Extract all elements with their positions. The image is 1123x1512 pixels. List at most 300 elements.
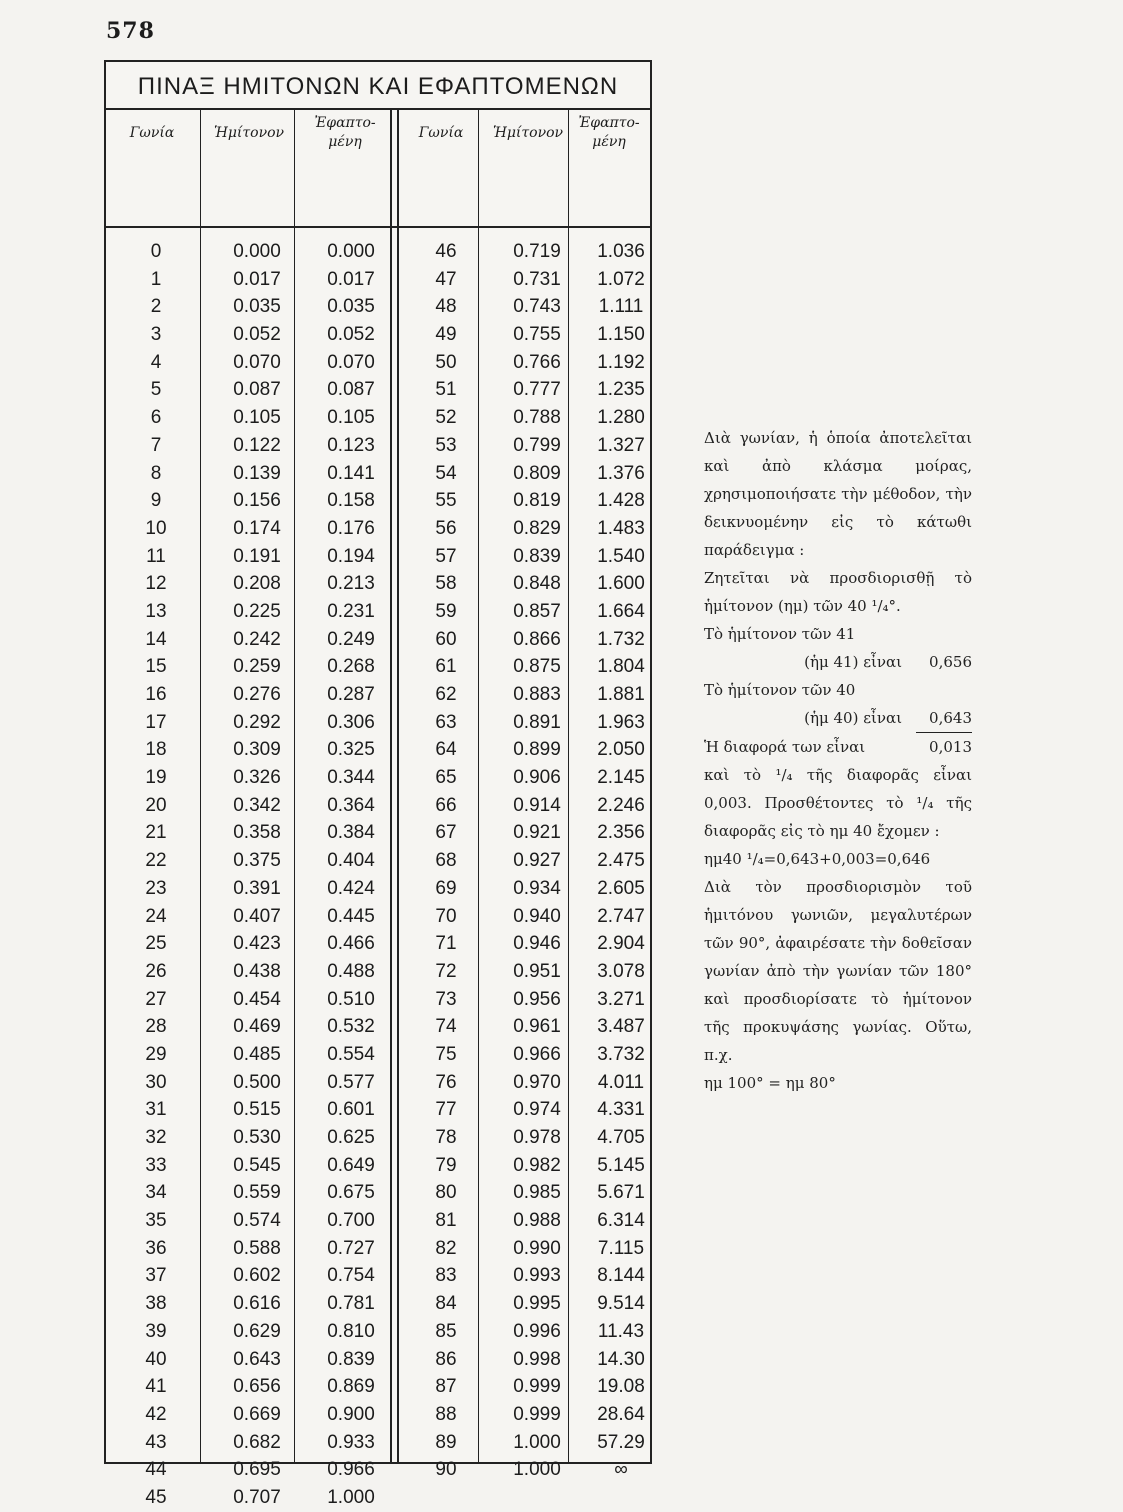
angle-cell: 71 bbox=[435, 933, 457, 955]
sine-cell: 0.927 bbox=[513, 850, 561, 872]
tangent-cell: 0.105 bbox=[327, 407, 375, 429]
tangent-cell: 14.30 bbox=[597, 1348, 645, 1370]
sine-cell: 0.695 bbox=[233, 1459, 281, 1481]
tangent-cell: 0.035 bbox=[327, 296, 375, 318]
table-row bbox=[106, 460, 650, 488]
table-title: ΠΙΝΑΞ ΗΜΙΤΟΝΩΝ ΚΑΙ ΕΦΑΠΤΟΜΕΝΩΝ bbox=[106, 62, 650, 110]
table-row bbox=[106, 404, 650, 432]
sine-cell: 0.891 bbox=[513, 711, 561, 733]
angle-cell: 41 bbox=[145, 1376, 167, 1398]
angle-cell: 0 bbox=[150, 241, 162, 262]
angle-cell: 11 bbox=[146, 545, 166, 567]
angle-cell: 15 bbox=[145, 656, 167, 678]
angle-cell: 72 bbox=[435, 960, 457, 982]
tangent-cell: 1.192 bbox=[597, 351, 645, 373]
angle-cell: 24 bbox=[145, 905, 167, 927]
notes-sine41-label: Τὸ ἡμίτονον τῶν 41 bbox=[704, 625, 856, 643]
header-angle-left: Γωνία bbox=[129, 125, 175, 141]
tangent-cell: 57.29 bbox=[597, 1431, 645, 1453]
table-row bbox=[106, 1484, 650, 1512]
angle-cell: 9 bbox=[150, 490, 162, 512]
angle-cell: 3 bbox=[150, 324, 162, 346]
table-row bbox=[106, 1069, 650, 1097]
tangent-cell: 0.052 bbox=[327, 324, 375, 346]
notes-sine40-label: Τὸ ἡμίτονον τῶν 40 bbox=[704, 681, 856, 699]
tangent-cell: 0.344 bbox=[327, 767, 375, 789]
angle-cell: 55 bbox=[435, 490, 457, 512]
table-row bbox=[106, 681, 650, 709]
table-row bbox=[106, 1318, 650, 1346]
table-row bbox=[106, 875, 650, 903]
tangent-cell: 0.176 bbox=[327, 517, 375, 539]
sine-cell: 0.017 bbox=[233, 268, 281, 290]
angle-cell: 32 bbox=[145, 1127, 167, 1148]
tangent-cell: 0.900 bbox=[327, 1403, 375, 1425]
tangent-cell: 0.017 bbox=[327, 268, 375, 290]
angle-cell: 84 bbox=[435, 1293, 457, 1315]
angle-cell: 30 bbox=[145, 1071, 167, 1093]
sine-cell: 0.819 bbox=[513, 490, 561, 512]
angle-cell: 59 bbox=[435, 600, 457, 622]
tangent-cell: 0.488 bbox=[327, 960, 375, 982]
angle-cell: 46 bbox=[435, 241, 457, 262]
sine-cell: 0.777 bbox=[513, 379, 561, 401]
sine-cell: 0.995 bbox=[513, 1293, 561, 1315]
tangent-cell: 2.145 bbox=[597, 767, 645, 789]
tangent-cell: 0.839 bbox=[327, 1348, 375, 1370]
table-row bbox=[106, 1041, 650, 1069]
tangent-cell: 6.314 bbox=[597, 1210, 645, 1232]
tangent-cell: 1.036 bbox=[597, 241, 645, 262]
header-sine-right: Ἡμίτονον bbox=[492, 125, 564, 141]
sine-cell: 1.000 bbox=[513, 1459, 561, 1481]
angle-cell: 7 bbox=[150, 434, 162, 456]
angle-cell: 5 bbox=[150, 379, 162, 401]
tangent-cell: 1.664 bbox=[597, 600, 645, 622]
sine-cell: 0.342 bbox=[233, 794, 281, 816]
sine-cell: 0.788 bbox=[513, 407, 561, 429]
angle-cell: 76 bbox=[435, 1071, 457, 1093]
angle-cell: 50 bbox=[435, 351, 457, 373]
sine-cell: 0.259 bbox=[233, 656, 281, 678]
tangent-cell: 1.111 bbox=[598, 296, 644, 318]
sine-cell: 0.191 bbox=[233, 545, 281, 567]
tangent-cell: 1.963 bbox=[597, 711, 645, 733]
tangent-cell: 0.287 bbox=[327, 684, 375, 705]
sine-cell: 0.934 bbox=[513, 877, 561, 899]
sine-cell: 0.956 bbox=[513, 988, 561, 1010]
sine-cell: 0.993 bbox=[513, 1265, 561, 1287]
tangent-cell: 0.123 bbox=[327, 434, 375, 456]
table-row bbox=[106, 266, 650, 294]
sine-cell: 0.515 bbox=[233, 1099, 281, 1121]
table-row bbox=[106, 1401, 650, 1429]
angle-cell: 10 bbox=[145, 517, 167, 539]
tangent-cell: 4.705 bbox=[597, 1127, 645, 1148]
sine-cell: 0.940 bbox=[513, 905, 561, 927]
angle-cell: 39 bbox=[145, 1320, 167, 1342]
angle-cell: 19 bbox=[145, 767, 167, 789]
angle-cell: 78 bbox=[435, 1127, 457, 1148]
sine-cell: 0.743 bbox=[513, 296, 561, 318]
tangent-cell: 0.933 bbox=[327, 1431, 375, 1453]
sine-cell: 0.326 bbox=[233, 767, 281, 789]
angle-cell: 27 bbox=[145, 988, 167, 1010]
angle-cell: 44 bbox=[145, 1459, 167, 1481]
angle-cell: 85 bbox=[435, 1320, 457, 1342]
tangent-cell: 1.428 bbox=[597, 490, 645, 512]
notes-formula: ημ40 ¹/₄=0,643+0,003=0,646 bbox=[704, 850, 931, 868]
sine-cell: 0.914 bbox=[513, 794, 561, 816]
table-row bbox=[106, 1207, 650, 1235]
tangent-cell: 0.869 bbox=[327, 1376, 375, 1398]
sine-cell: 0.423 bbox=[233, 933, 281, 955]
sine-cell: 0.809 bbox=[513, 462, 561, 484]
sine-cell: 0.990 bbox=[513, 1237, 561, 1259]
tangent-cell: 0.445 bbox=[327, 905, 375, 927]
angle-cell: 79 bbox=[435, 1154, 457, 1176]
angle-cell: 42 bbox=[145, 1403, 167, 1425]
angle-cell: 82 bbox=[435, 1237, 457, 1259]
tangent-cell: 0.306 bbox=[327, 711, 375, 733]
sine-cell: 0.669 bbox=[233, 1403, 281, 1425]
tangent-cell: 0.158 bbox=[327, 490, 375, 512]
sine-cell: 0.982 bbox=[513, 1154, 561, 1176]
tangent-cell: 3.487 bbox=[597, 1016, 645, 1038]
sine-cell: 0.469 bbox=[233, 1016, 281, 1038]
sine-cell: 0.829 bbox=[513, 517, 561, 539]
table-row bbox=[106, 321, 650, 349]
sine-cell: 0.978 bbox=[513, 1127, 561, 1148]
sine-cell: 0.921 bbox=[513, 822, 561, 844]
angle-cell: 14 bbox=[145, 628, 167, 650]
angle-cell: 2 bbox=[150, 296, 162, 318]
angle-cell: 75 bbox=[435, 1043, 457, 1065]
table-row bbox=[106, 238, 650, 266]
angle-cell: 51 bbox=[435, 379, 457, 401]
angle-cell: 37 bbox=[145, 1265, 167, 1287]
tangent-cell: 0.577 bbox=[327, 1071, 375, 1093]
tangent-cell: 0.424 bbox=[327, 877, 375, 899]
table-row bbox=[106, 930, 650, 958]
tangent-cell: 5.145 bbox=[597, 1154, 645, 1176]
table-row bbox=[106, 1013, 650, 1041]
angle-cell: 4 bbox=[150, 351, 162, 373]
sine-cell: 0.839 bbox=[513, 545, 561, 567]
sine-cell: 0.208 bbox=[233, 573, 281, 595]
sine-cell: 0.988 bbox=[513, 1210, 561, 1232]
tangent-cell: 2.904 bbox=[597, 933, 645, 955]
angle-cell: 56 bbox=[435, 517, 457, 539]
tangent-cell: 1.280 bbox=[597, 407, 645, 429]
tangent-cell: 0.364 bbox=[327, 794, 375, 816]
angle-cell: 77 bbox=[435, 1099, 457, 1121]
sine-cell: 0.070 bbox=[233, 351, 281, 373]
angle-cell: 74 bbox=[435, 1016, 457, 1038]
tangent-cell: 2.050 bbox=[597, 739, 645, 761]
sine-cell: 0.087 bbox=[233, 379, 281, 401]
sine-cell: 0.438 bbox=[233, 960, 281, 982]
sine-cell: 0.999 bbox=[513, 1403, 561, 1425]
angle-cell: 73 bbox=[435, 988, 457, 1010]
angle-cell: 20 bbox=[145, 794, 167, 816]
header-tangent-left: Ἐφαπτο- μένη bbox=[314, 115, 376, 150]
table-body bbox=[106, 238, 650, 1512]
angle-cell: 34 bbox=[145, 1182, 167, 1204]
table-row bbox=[106, 626, 650, 654]
angle-cell: 52 bbox=[435, 407, 457, 429]
sine-cell: 0.156 bbox=[233, 490, 281, 512]
sine-cell: 0.174 bbox=[233, 517, 281, 539]
sine-cell: 0.883 bbox=[513, 684, 561, 705]
sine-cell: 0.139 bbox=[233, 462, 281, 484]
tangent-cell: 0.966 bbox=[327, 1459, 375, 1481]
sine-cell: 0.906 bbox=[513, 767, 561, 789]
angle-cell: 26 bbox=[145, 960, 167, 982]
angle-cell: 40 bbox=[145, 1348, 167, 1370]
header-tangent-right: Ἐφαπτο- μένη bbox=[578, 115, 640, 150]
angle-cell: 63 bbox=[435, 711, 457, 733]
tangent-cell: 5.671 bbox=[597, 1182, 645, 1204]
notes-value-40: 0,643 bbox=[916, 704, 972, 733]
tangent-cell: 0.700 bbox=[327, 1210, 375, 1232]
tangent-cell: 11.43 bbox=[597, 1320, 645, 1342]
angle-cell: 16 bbox=[145, 684, 167, 705]
tangent-cell: 0.601 bbox=[327, 1099, 375, 1121]
angle-cell: 47 bbox=[435, 268, 457, 290]
angle-cell: 33 bbox=[145, 1154, 167, 1176]
tangent-cell: 3.271 bbox=[597, 988, 645, 1010]
notes-large-angles: Διὰ τὸν προσδιορισμὸν τοῦ ἡμιτόνου γωνιῶν, μεγαλυτέρων τῶν 90°, ἀφαιρέσατε τὴν δοθεῖσαν γωνίαν ἀπὸ τὴν γωνίαν τῶν 180° καὶ προσδιορίσατε τὸ ἡμίτονον τῆς προκυψάσης γωνίας. Οὕτω, π.χ. bbox=[704, 878, 972, 1064]
angle-cell: 28 bbox=[145, 1016, 167, 1038]
angle-cell: 88 bbox=[435, 1403, 457, 1425]
tangent-cell: 1.072 bbox=[597, 268, 645, 290]
angle-cell: 29 bbox=[145, 1043, 167, 1065]
angle-cell: 58 bbox=[435, 573, 457, 595]
table-row bbox=[106, 709, 650, 737]
interpolation-notes bbox=[704, 424, 972, 1097]
tangent-cell: 1.804 bbox=[597, 656, 645, 678]
angle-cell: 70 bbox=[435, 905, 457, 927]
sine-cell: 0.682 bbox=[233, 1431, 281, 1453]
tangent-cell: 0.268 bbox=[327, 656, 375, 678]
angle-cell: 61 bbox=[435, 656, 457, 678]
tangent-cell: 0.194 bbox=[327, 545, 375, 567]
sine-cell: 0.719 bbox=[513, 241, 561, 262]
sine-cell: 0.799 bbox=[513, 434, 561, 456]
tangent-cell: 2.246 bbox=[597, 794, 645, 816]
tangent-cell: 3.732 bbox=[597, 1043, 645, 1065]
angle-cell: 80 bbox=[435, 1182, 457, 1204]
sine-cell: 0.857 bbox=[513, 600, 561, 622]
notes-value-41: 0,656 bbox=[929, 653, 972, 671]
table-row bbox=[106, 903, 650, 931]
sine-cell: 0.766 bbox=[513, 351, 561, 373]
tangent-cell: 0.532 bbox=[327, 1016, 375, 1038]
table-row bbox=[106, 1290, 650, 1318]
tangent-cell: 7.115 bbox=[597, 1237, 645, 1259]
tangent-cell: 9.514 bbox=[597, 1293, 645, 1315]
sine-cell: 0.999 bbox=[513, 1376, 561, 1398]
angle-cell: 45 bbox=[145, 1486, 167, 1508]
angle-cell: 62 bbox=[435, 684, 457, 705]
table-row bbox=[106, 432, 650, 460]
tangent-cell: 0.000 bbox=[327, 241, 375, 262]
tangent-cell: 1.327 bbox=[597, 434, 645, 456]
table-row bbox=[106, 764, 650, 792]
angle-cell: 65 bbox=[435, 767, 457, 789]
angle-cell: 6 bbox=[150, 407, 162, 429]
tangent-cell: 0.554 bbox=[327, 1043, 375, 1065]
tangent-cell: 1.000 bbox=[327, 1486, 375, 1508]
angle-cell: 25 bbox=[145, 933, 167, 955]
angle-cell: 49 bbox=[435, 324, 457, 346]
angle-cell: 21 bbox=[145, 822, 167, 844]
tangent-cell: 8.144 bbox=[597, 1265, 645, 1287]
table-row bbox=[106, 1152, 650, 1180]
sine-cell: 0.035 bbox=[233, 296, 281, 318]
angle-cell: 35 bbox=[145, 1210, 167, 1232]
table-row bbox=[106, 1456, 650, 1484]
sine-cell: 0.122 bbox=[233, 434, 281, 456]
sine-cell: 0.985 bbox=[513, 1182, 561, 1204]
table-row bbox=[106, 1124, 650, 1152]
table-row bbox=[106, 958, 650, 986]
sine-cell: 0.588 bbox=[233, 1237, 281, 1259]
sine-cell: 0.866 bbox=[513, 628, 561, 650]
sine-cell: 0.998 bbox=[513, 1348, 561, 1370]
sine-cell: 0.899 bbox=[513, 739, 561, 761]
table-row bbox=[106, 598, 650, 626]
notes-difference-line: Ἡ διαφορά των εἶναι 0,013 bbox=[704, 733, 972, 761]
notes-intro: Διὰ γωνίαν, ἡ ὁποία ἀποτελεῖται καὶ ἀπὸ κλάσμα μοίρας, χρησιμοποιήσατε τὴν μέθοδον, τὴν δεικνυομένην εἰς τὸ κάτωθι παράδειγμα : bbox=[704, 429, 972, 559]
table-row bbox=[106, 1096, 650, 1124]
sine-cell: 0.848 bbox=[513, 573, 561, 595]
sine-cell: 0.454 bbox=[233, 988, 281, 1010]
tangent-cell: 0.466 bbox=[327, 933, 375, 955]
sine-cell: 0.500 bbox=[233, 1071, 281, 1093]
sine-cell: 0.951 bbox=[513, 960, 561, 982]
angle-cell: 31 bbox=[145, 1099, 167, 1121]
table-row bbox=[106, 515, 650, 543]
table-row bbox=[106, 1235, 650, 1263]
sine-cell: 0.602 bbox=[233, 1265, 281, 1287]
sine-cell: 0.309 bbox=[233, 739, 281, 761]
sine-cell: 0.574 bbox=[233, 1210, 281, 1232]
tangent-cell: 2.747 bbox=[597, 905, 645, 927]
notes-difference-value: 0,013 bbox=[929, 738, 972, 756]
angle-cell: 8 bbox=[150, 462, 162, 484]
angle-cell: 87 bbox=[435, 1376, 457, 1398]
tangent-cell: 0.231 bbox=[327, 600, 375, 622]
sine-cell: 0.616 bbox=[233, 1293, 281, 1315]
angle-cell: 53 bbox=[435, 434, 457, 456]
tangent-cell: 0.404 bbox=[327, 850, 375, 872]
angle-cell: 1 bbox=[150, 268, 162, 290]
sine-cell: 0.485 bbox=[233, 1043, 281, 1065]
angle-cell: 18 bbox=[145, 739, 167, 761]
tangent-cell: 4.011 bbox=[597, 1071, 645, 1093]
tangent-cell: 1.235 bbox=[597, 379, 645, 401]
tangent-cell: 0.625 bbox=[327, 1127, 375, 1148]
table-row bbox=[106, 986, 650, 1014]
table-row bbox=[106, 293, 650, 321]
notes-quarter-text: καὶ τὸ ¹/₄ τῆς διαφορᾶς εἶναι 0,003. Προσθέτοντες τὸ ¹/₄ τῆς διαφορᾶς εἰς τὸ ημ 40 ἔχομεν : bbox=[704, 766, 972, 840]
angle-cell: 57 bbox=[435, 545, 457, 567]
tangent-cell: 2.605 bbox=[597, 877, 645, 899]
table-row bbox=[106, 1346, 650, 1374]
sine-cell: 0.755 bbox=[513, 324, 561, 346]
angle-cell: 90 bbox=[435, 1459, 457, 1481]
header-sine-left: Ἡμίτονον bbox=[213, 125, 285, 141]
tangent-cell: 0.727 bbox=[327, 1237, 375, 1259]
table-row bbox=[106, 847, 650, 875]
tangent-cell: 28.64 bbox=[597, 1403, 645, 1425]
angle-cell: 86 bbox=[435, 1348, 457, 1370]
tangent-cell: 4.331 bbox=[597, 1099, 645, 1121]
tangent-cell: 0.781 bbox=[327, 1293, 375, 1315]
header-angle-right: Γωνία bbox=[418, 125, 464, 141]
tangent-cell: 1.540 bbox=[597, 545, 645, 567]
tangent-cell: 0.675 bbox=[327, 1182, 375, 1204]
sine-cell: 0.966 bbox=[513, 1043, 561, 1065]
tangent-cell: 19.08 bbox=[597, 1376, 645, 1398]
angle-cell: 22 bbox=[145, 850, 167, 872]
page-number: 578 bbox=[106, 18, 155, 44]
tangent-cell: 0.325 bbox=[327, 739, 375, 761]
sine-cell: 0.242 bbox=[233, 628, 281, 650]
angle-cell: 23 bbox=[145, 877, 167, 899]
tangent-cell: 1.600 bbox=[597, 573, 645, 595]
sine-cell: 0.276 bbox=[233, 684, 281, 705]
sine-cell: 0.974 bbox=[513, 1099, 561, 1121]
table-row bbox=[106, 736, 650, 764]
tangent-cell: ∞ bbox=[614, 1459, 628, 1481]
tangent-cell: 0.754 bbox=[327, 1265, 375, 1287]
table-row bbox=[106, 819, 650, 847]
table-row bbox=[106, 1179, 650, 1207]
tangent-cell: 0.249 bbox=[327, 628, 375, 650]
sine-cell: 0.707 bbox=[233, 1486, 281, 1508]
tangent-cell: 0.213 bbox=[327, 573, 375, 595]
tangent-cell: 3.078 bbox=[597, 960, 645, 982]
angle-cell: 89 bbox=[435, 1431, 457, 1453]
tangent-cell: 2.356 bbox=[597, 822, 645, 844]
tangent-cell: 0.810 bbox=[327, 1320, 375, 1342]
angle-cell: 64 bbox=[435, 739, 457, 761]
tangent-cell: 0.649 bbox=[327, 1154, 375, 1176]
notes-task: Ζητεῖται νὰ προσδιορισθῇ τὸ ἡμίτονον (ημ) τῶν 40 ¹/₄°. bbox=[704, 569, 972, 615]
tangent-cell: 0.510 bbox=[327, 988, 375, 1010]
sine-cell: 0.358 bbox=[233, 822, 281, 844]
tangent-cell: 1.376 bbox=[597, 462, 645, 484]
table-row bbox=[106, 543, 650, 571]
sine-cell: 0.530 bbox=[233, 1127, 281, 1148]
tangent-cell: 1.881 bbox=[597, 684, 645, 705]
table-row bbox=[106, 653, 650, 681]
sine-cell: 0.970 bbox=[513, 1071, 561, 1093]
tangent-cell: 1.150 bbox=[597, 324, 645, 346]
table-row bbox=[106, 570, 650, 598]
angle-cell: 69 bbox=[435, 877, 457, 899]
angle-cell: 68 bbox=[435, 850, 457, 872]
tangent-cell: 0.070 bbox=[327, 351, 375, 373]
table-row bbox=[106, 487, 650, 515]
angle-cell: 13 bbox=[145, 600, 167, 622]
sine-cell: 0.052 bbox=[233, 324, 281, 346]
angle-cell: 12 bbox=[145, 573, 167, 595]
sine-cell: 0.996 bbox=[513, 1320, 561, 1342]
